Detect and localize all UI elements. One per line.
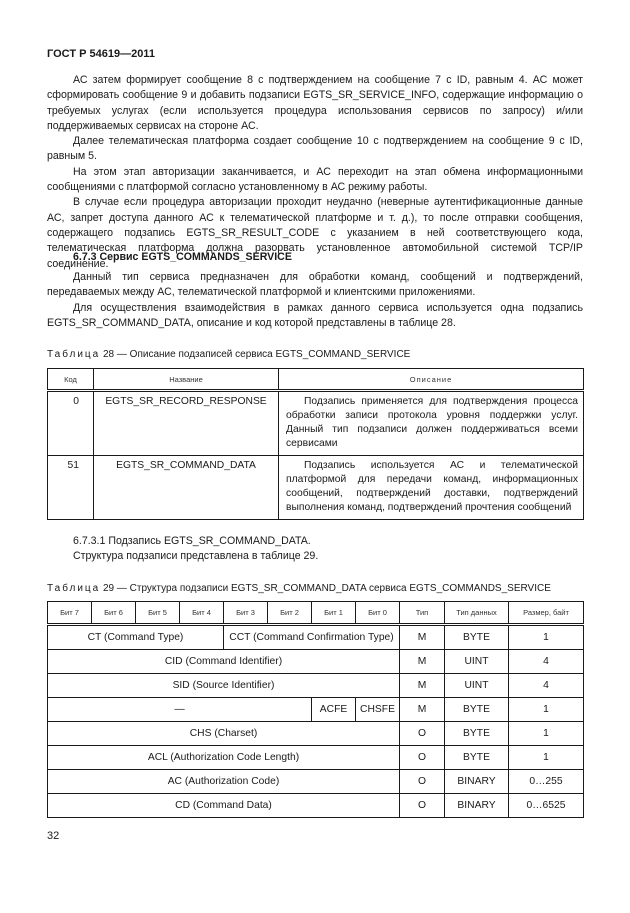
code-cell: 51 bbox=[48, 456, 94, 520]
field-cell: ACFE bbox=[312, 698, 356, 722]
table-28 bbox=[47, 368, 584, 520]
column-header: Код bbox=[48, 369, 94, 391]
column-header: Размер, байт bbox=[509, 602, 584, 625]
paragraph: Далее телематическая платформа создает сообщение 10 с подтверждением на сообщение 9 с ID, равным 5. bbox=[47, 135, 583, 163]
field-cell: CT (Command Type) bbox=[48, 625, 224, 650]
paragraph: Данный тип сервиса предназначен для обработки команд, сообщений и подтверждений, передаваемых между АС, телематической платформой и клиентскими приложениями. bbox=[47, 271, 583, 299]
table-header-row bbox=[48, 369, 584, 391]
type-cell: O bbox=[400, 746, 445, 770]
field-cell: ACL (Authorization Code Length) bbox=[48, 746, 400, 770]
column-header: Тип bbox=[400, 602, 445, 625]
table-row bbox=[48, 650, 584, 674]
datatype-cell: BINARY bbox=[445, 794, 509, 818]
subsection-title: 6.7.3.1 Подзапись EGTS_SR_COMMAND_DATA. bbox=[73, 535, 311, 547]
table-row bbox=[48, 391, 584, 456]
column-header: Бит 5 bbox=[136, 602, 180, 625]
description-cell bbox=[279, 391, 584, 456]
size-cell: 1 bbox=[509, 698, 584, 722]
size-cell: 4 bbox=[509, 650, 584, 674]
table-row bbox=[48, 722, 584, 746]
table-row bbox=[48, 625, 584, 650]
size-cell: 0…6525 bbox=[509, 794, 584, 818]
description-text: Подзапись используется АС и телематической платформой для передачи команд, информационных сообщений, подтверждений доставки, подтверждений выполнения команд, подтверждений прочтения сообщений bbox=[286, 460, 578, 513]
paragraph: Для осуществления взаимодействия в рамках данного сервиса используется одна подзапись EGTS_SR_COMMAND_DATA, описание и код которой представлены в таблице 28. bbox=[47, 301, 583, 329]
column-header: Бит 1 bbox=[312, 602, 356, 625]
table-row bbox=[48, 674, 584, 698]
type-cell: O bbox=[400, 794, 445, 818]
paragraph: Структура подзаписи представлена в таблице 29. bbox=[73, 550, 319, 563]
code-cell: 0 bbox=[48, 391, 94, 456]
paragraph: В случае если процедура авторизации проходит неудачно (неверные аутентификационные данные АС, запрет доступа данного АС к телематической платформе и т. д.), то после отправки сообщения, содержащего подзапись EGTS_SR_RESULT_CODE с указанием в ней соответствующего кода, телематическая платформа должна разорвать установленное автомобильной системой TCP/IP соединение. bbox=[47, 196, 583, 270]
caption-text: 29 — Структура подзаписи EGTS_SR_COMMAND_DATA сервиса EGTS_COMMANDS_SERVICE bbox=[100, 583, 551, 594]
size-cell: 1 bbox=[509, 625, 584, 650]
name-cell: EGTS_SR_COMMAND_DATA bbox=[94, 456, 279, 520]
document-header: ГОСТ Р 54619—2011 bbox=[47, 48, 155, 60]
name-cell: EGTS_SR_RECORD_RESPONSE bbox=[94, 391, 279, 456]
size-cell: 1 bbox=[509, 746, 584, 770]
datatype-cell: UINT bbox=[445, 650, 509, 674]
column-header: Бит 6 bbox=[92, 602, 136, 625]
type-cell: M bbox=[400, 625, 445, 650]
caption-label: Таблица bbox=[47, 583, 101, 594]
column-header: Тип данных bbox=[445, 602, 509, 625]
column-header: Бит 2 bbox=[268, 602, 312, 625]
caption-text: 28 — Описание подзаписей сервиса EGTS_COMMAND_SERVICE bbox=[100, 349, 411, 360]
field-cell: CCT (Command Confirmation Type) bbox=[224, 625, 400, 650]
type-cell: M bbox=[400, 674, 445, 698]
table-row bbox=[48, 770, 584, 794]
column-header: Описание bbox=[279, 369, 584, 391]
datatype-cell: UINT bbox=[445, 674, 509, 698]
page-number: 32 bbox=[47, 830, 60, 842]
type-cell: O bbox=[400, 722, 445, 746]
type-cell: O bbox=[400, 770, 445, 794]
table-row bbox=[48, 698, 584, 722]
description-text: Подзапись применяется для подтверждения процесса обработки записи протокола уровня поддержки услуг. Данный тип подзаписи должен поддерживаться всеми сервисами bbox=[286, 396, 578, 449]
field-cell: SID (Source Identifier) bbox=[48, 674, 400, 698]
table-header-row bbox=[48, 602, 584, 625]
paragraph: АС затем формирует сообщение 8 с подтверждением на сообщение 7 с ID, равным 4. АС может сформировать сообщение 9 и добавить подзаписи EGTS_SR_SERVICE_INFO, содержащие информацию о требуемых услугах (если используется процедура использования сервисов по запросу) и/или поддерживаемых сервисах на стороне АС. bbox=[47, 74, 583, 132]
table-row bbox=[48, 456, 584, 520]
column-header: Название bbox=[94, 369, 279, 391]
intro-text bbox=[47, 73, 583, 272]
column-header: Бит 3 bbox=[224, 602, 268, 625]
field-cell: CD (Command Data) bbox=[48, 794, 400, 818]
column-header: Бит 0 bbox=[356, 602, 400, 625]
datatype-cell: BYTE bbox=[445, 722, 509, 746]
caption-label: Таблица bbox=[47, 349, 101, 360]
type-cell: M bbox=[400, 698, 445, 722]
type-cell: M bbox=[400, 650, 445, 674]
paragraph: На этом этап авторизации заканчивается, и АС переходит на этап обмена информационными сообщениями с платформой согласно установленному в АС режиму работы. bbox=[47, 165, 583, 194]
table-row bbox=[48, 794, 584, 818]
field-cell: AC (Authorization Code) bbox=[48, 770, 400, 794]
field-cell: CHSFE bbox=[356, 698, 400, 722]
field-cell: CID (Command Identifier) bbox=[48, 650, 400, 674]
size-cell: 4 bbox=[509, 674, 584, 698]
column-header: Бит 7 bbox=[48, 602, 92, 625]
section-heading: 6.7.3 Сервис EGTS_COMMANDS_SERVICE bbox=[73, 251, 292, 263]
subsection-text bbox=[47, 534, 583, 565]
table-29 bbox=[47, 601, 584, 818]
size-cell: 0…255 bbox=[509, 770, 584, 794]
section-text bbox=[47, 270, 583, 331]
datatype-cell: BINARY bbox=[445, 770, 509, 794]
datatype-cell: BYTE bbox=[445, 746, 509, 770]
datatype-cell: BYTE bbox=[445, 698, 509, 722]
field-cell: — bbox=[48, 698, 312, 722]
field-cell: CHS (Charset) bbox=[48, 722, 400, 746]
size-cell: 1 bbox=[509, 722, 584, 746]
table-row bbox=[48, 746, 584, 770]
datatype-cell: BYTE bbox=[445, 625, 509, 650]
table-28-caption bbox=[47, 349, 410, 360]
column-header: Бит 4 bbox=[180, 602, 224, 625]
table-29-caption bbox=[47, 583, 551, 594]
description-cell bbox=[279, 456, 584, 520]
